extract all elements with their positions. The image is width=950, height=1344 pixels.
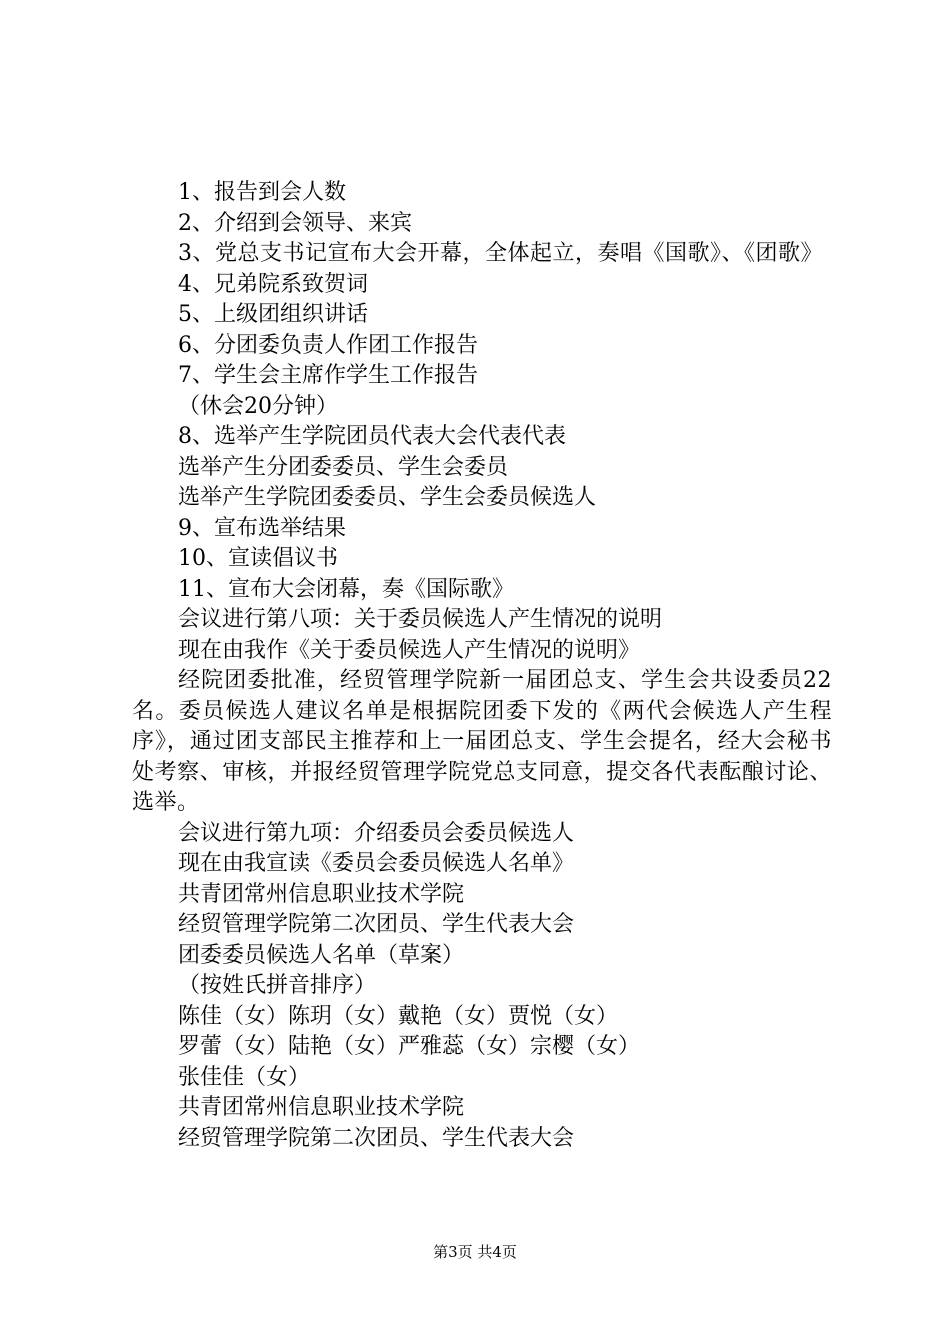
agenda-item-8-sub-2: 选举产生学院团委委员、学生会委员候选人 xyxy=(178,485,597,510)
agenda-item-8-sub-1: 选举产生分团委委员、学生会委员 xyxy=(178,454,509,480)
agenda-item-10: 10、宣读倡议书 xyxy=(178,546,338,571)
meeting-item-nine-heading: 会议进行第九项：介绍委员会委员候选人 xyxy=(178,820,575,846)
explanation-paragraph: 经院团委批准，经贸管理学院新一届团总支、学生会共设委员22名。委员候选人建议名单是根据院团委下发的《两代会候选人产生程序》，通过团支部民主推荐和上一届团总支、学生会提名，经大会秘书处考察、审核，并报经贸管理学院党总支同意，提交各代表酝酿讨论、选举。 xyxy=(132,668,832,815)
agenda-item-5: 5、上级团组织讲话 xyxy=(178,302,368,327)
page-number-footer: 第3页 共4页 xyxy=(433,1243,517,1261)
explanation-intro: 现在由我作《关于委员候选人产生情况的说明》 xyxy=(178,637,641,663)
agenda-item-9: 9、宣布选举结果 xyxy=(178,515,346,541)
agenda-item-4: 4、兄弟院系致贺词 xyxy=(178,271,368,297)
agenda-item-7: 7、学生会主席作学生工作报告 xyxy=(178,363,478,388)
list-title: 团委委员候选人名单（草案） xyxy=(178,942,465,968)
recess-note: （休会20分钟） xyxy=(178,393,338,419)
agenda-item-2: 2、介绍到会领导、来宾 xyxy=(178,210,412,236)
candidate-names-row-2: 罗蕾（女）陆艳（女）严雅蕊（女）宗樱（女） xyxy=(178,1034,641,1059)
next-list-org-name: 共青团常州信息职业技术学院 xyxy=(178,1095,465,1120)
candidate-names-row-1: 陈佳（女）陈玥（女）戴艳（女）贾悦（女） xyxy=(178,1003,619,1029)
next-list-congress-name: 经贸管理学院第二次团员、学生代表大会 xyxy=(178,1125,575,1151)
list-sort-note: （按姓氏拼音排序） xyxy=(178,973,377,998)
candidate-names-row-3: 张佳佳（女） xyxy=(178,1064,311,1090)
list-org-name: 共青团常州信息职业技术学院 xyxy=(178,881,465,907)
list-intro: 现在由我宣读《委员会委员候选人名单》 xyxy=(178,851,575,876)
agenda-item-8: 8、选举产生学院团员代表大会代表代表 xyxy=(178,424,566,449)
agenda-item-1: 1、报告到会人数 xyxy=(178,180,346,205)
meeting-item-eight-heading: 会议进行第八项：关于委员候选人产生情况的说明 xyxy=(178,607,663,632)
agenda-item-3-paragraph: 3、党总支书记宣布大会开幕，全体起立，奏唱《国歌》、《团歌》 xyxy=(178,241,823,266)
document-body xyxy=(132,178,832,1154)
agenda-item-6: 6、分团委负责人作团工作报告 xyxy=(178,332,478,358)
list-congress-name: 经贸管理学院第二次团员、学生代表大会 xyxy=(178,912,575,937)
agenda-item-11: 11、宣布大会闭幕，奏《国际歌》 xyxy=(178,576,514,602)
